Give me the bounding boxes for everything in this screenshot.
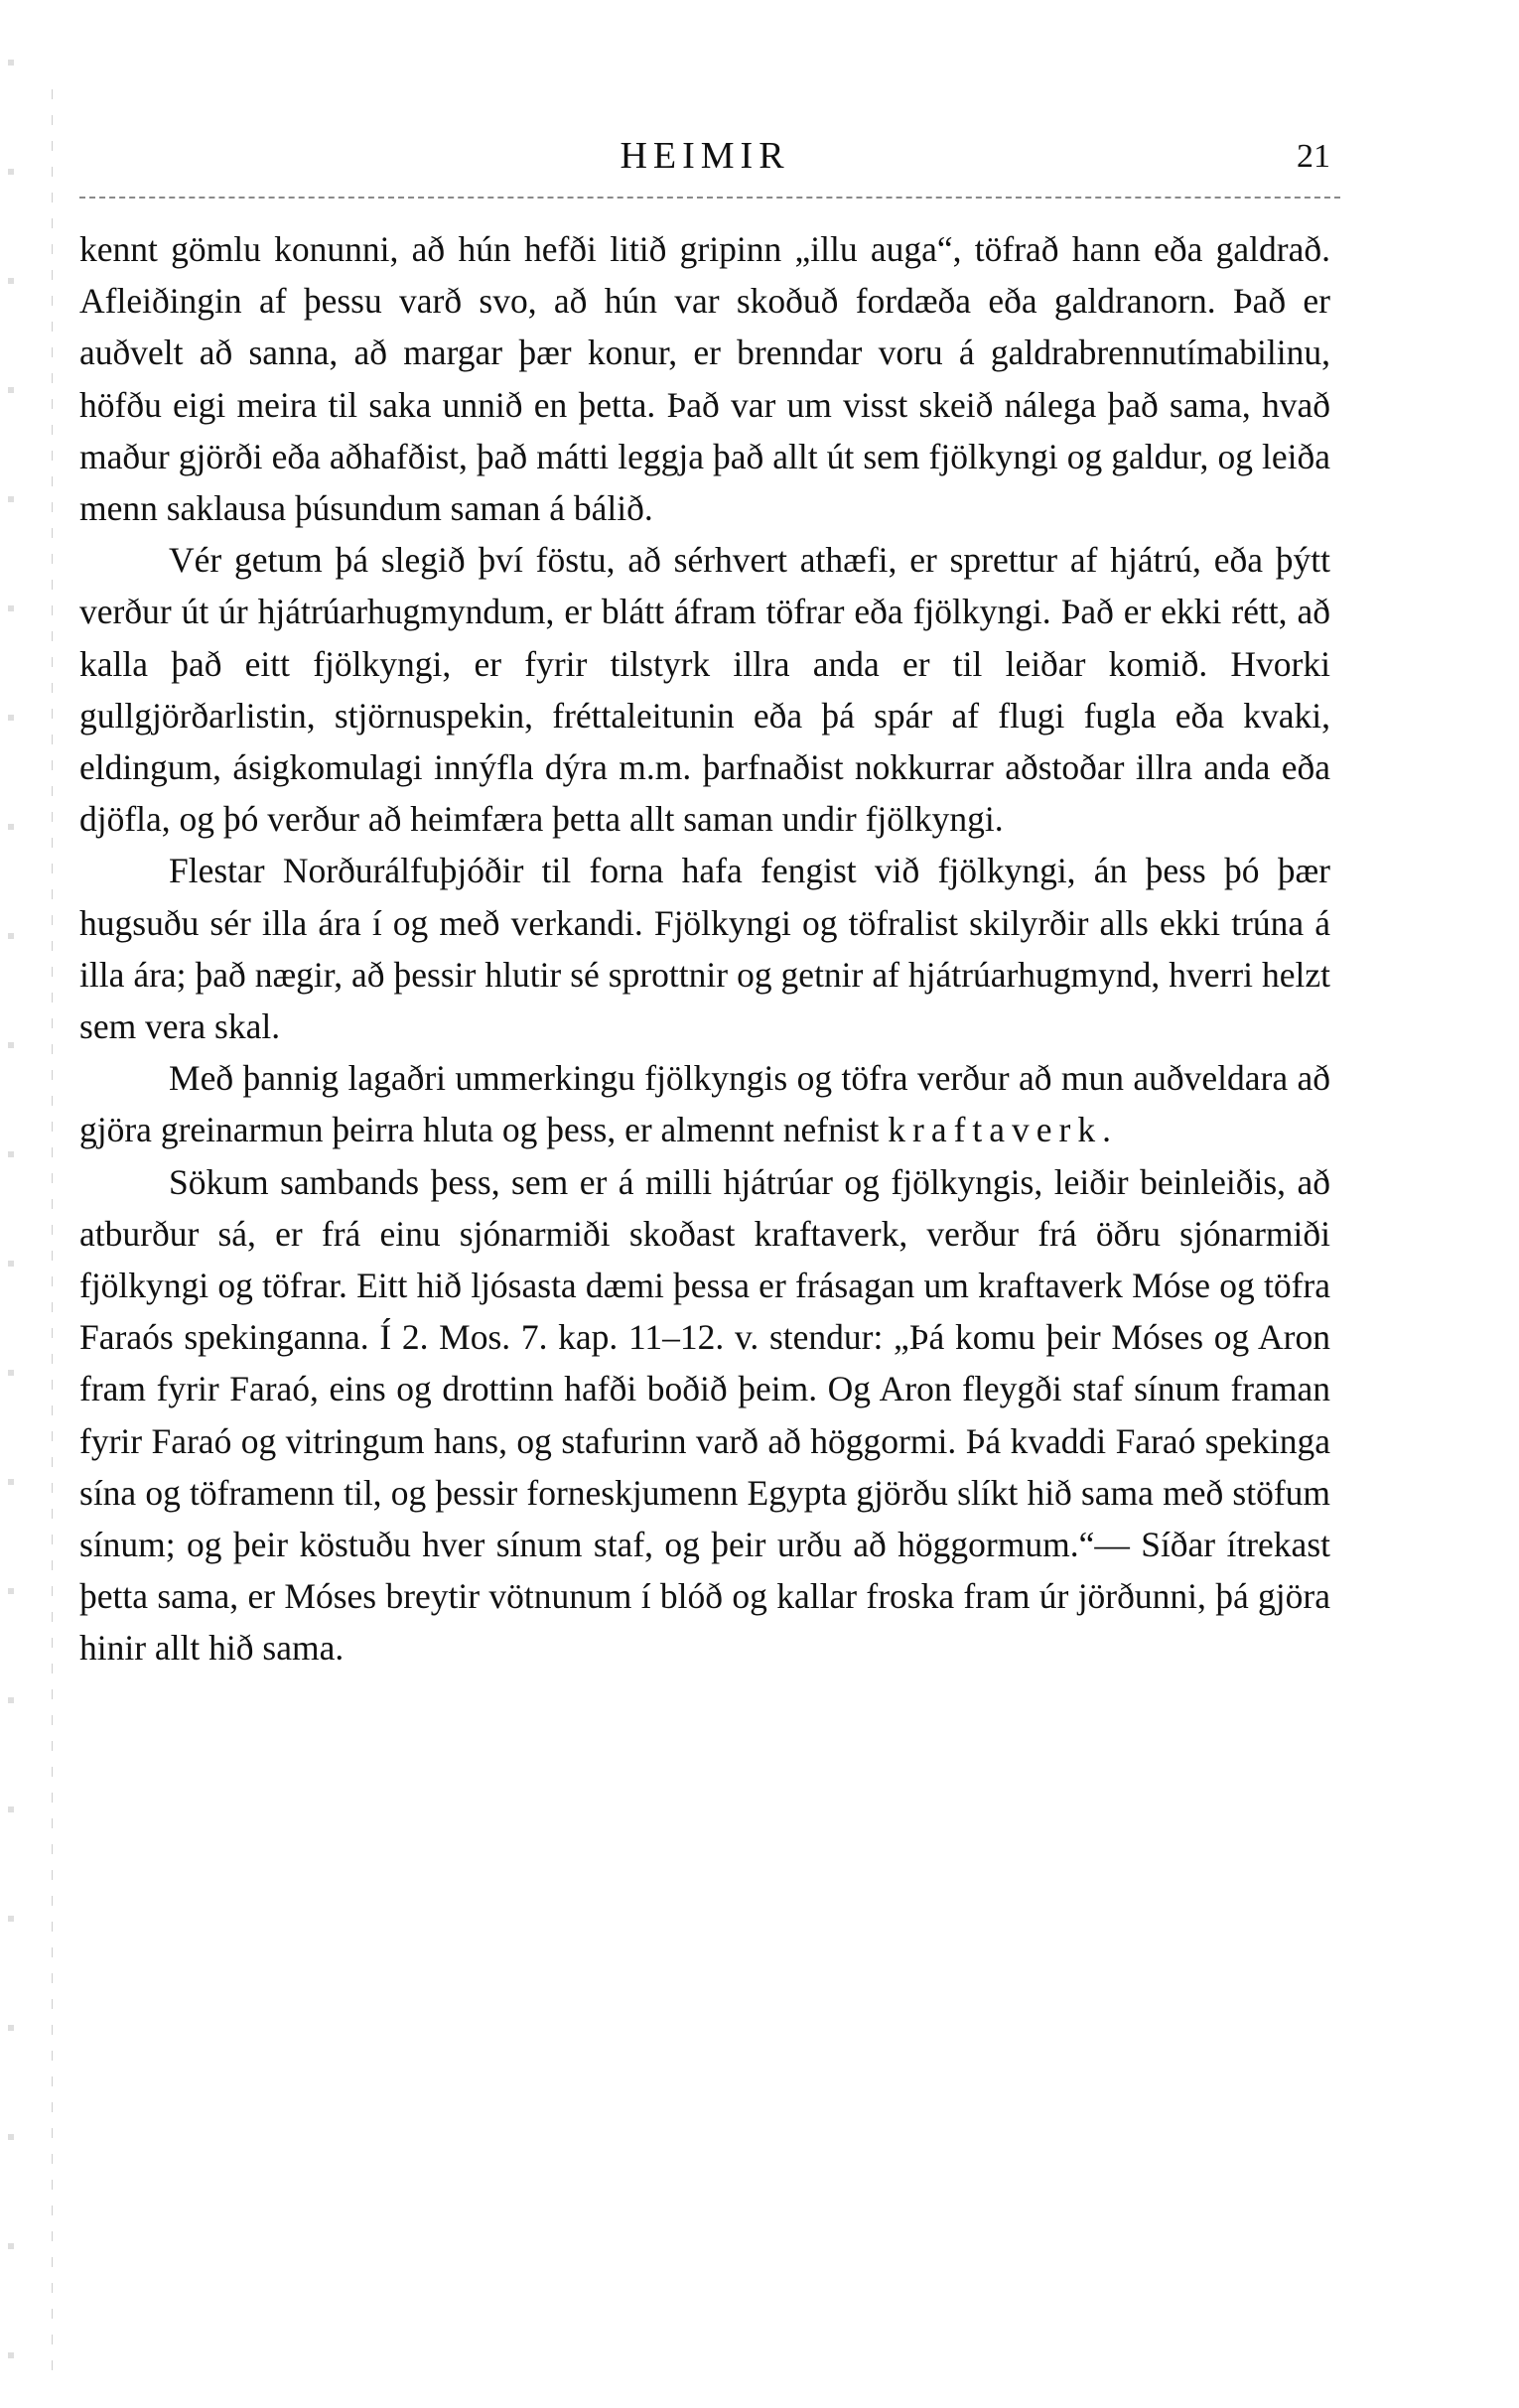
paragraph-4 (79, 1052, 1330, 1155)
header-rule (79, 197, 1340, 199)
paragraph-4-end: . (1102, 1110, 1111, 1150)
margin-dotted-line (52, 89, 53, 2372)
paragraph-4-text: Með þannig lagaðri ummerkingu fjölkyngis og töfra verður að mun auðveldara að gjöra greinarmun þeirra hluta og þess, er almennt nefnist (79, 1058, 1330, 1150)
spaced-word-kraftaverk: kraftaverk (888, 1110, 1103, 1150)
running-title: HEIMIR (620, 135, 790, 177)
body-text (79, 223, 1330, 1674)
paragraph-3: Flestar Norðurálfuþjóðir til forna hafa fengist við fjölkyngi, án þess þó þær hugsuðu sér illa ára í og með verkandi. Fjölkyngi og töfralist skilyrðir alls ekki trúna á illa ára; það nægir, að þessir hlutir sé sprottnir og getnir af hjátrúarhugmynd, hverri helzt sem vera skal. (79, 851, 1330, 1047)
scan-shadow-edge (8, 0, 14, 2408)
page-header (79, 134, 1330, 184)
paragraph-2: Vér getum þá slegið því föstu, að sérhvert athæfi, er sprettur af hjátrú, eða þýtt verður út úr hjátrúarhugmyndum, er blátt áfram töfrar eða fjölkyngi. Það er ekki rétt, að kalla það eitt fjölkyngi, er fyrir tilstyrk illra anda er til leiðar komið. Hvorki gullgjörðarlistin, stjörnuspekin, fréttaleitunin eða þá spár af flugi fugla eða kvaki, eldingum, ásigkomulagi innýfla dýra m.m. þarfnaðist nokkurrar aðstoðar illra anda eða djöfla, og þó verður að heimfæra þetta allt saman undir fjölkyngi. (79, 540, 1330, 840)
page-number: 21 (1297, 138, 1330, 175)
paragraph-5: Sökum sambands þess, sem er á milli hjátrúar og fjölkyngis, leiðir beinleiðis, að atburður sá, er frá einu sjónarmiði skoðast kraftaverk, verður frá öðru sjónarmiði fjölkyngi og töfrar. Eitt hið ljósasta dæmi þessa er frásagan um kraftaverk Móse og töfra Faraós spekinganna. Í 2. Mos. 7. kap. 11–12. v. stendur: „Þá komu þeir Móses og Aron fram fyrir Faraó, eins og drottinn hafði boðið þeim. Og Aron fleygði staf sínum framan fyrir Faraó og vitringum hans, og stafurinn varð að höggormi. Þá kvaddi Faraó spekinga sína og töframenn til, og þessir forneskjumenn Egypta gjörðu slíkt hið sama með stöfum sínum; og þeir köstuðu hver sínum staf, og þeir urðu að höggormum.“— Síðar ítrekast þetta sama, er Móses breytir vötnunum í blóð og kallar froska fram úr jörðunni, þá gjöra hinir allt hið sama. (79, 1161, 1330, 1669)
paragraph-1: kennt gömlu konunni, að hún hefði litið gripinn „illu auga“, töfrað hann eða galdrað. Afleiðingin af þessu varð svo, að hún var skoðuð fordæða eða galdranorn. Það er auðvelt að sanna, að margar þær konur, er brenndar voru á galdrabrennutímabilinu, höfðu eigi meira til saka unnið en þetta. Það var um visst skeið nálega það sama, hvað maður gjörði eða aðhafðist, það mátti leggja það allt út sem fjölkyngi og galdur, og leiða menn saklausa þúsundum saman á bálið. (79, 229, 1330, 529)
